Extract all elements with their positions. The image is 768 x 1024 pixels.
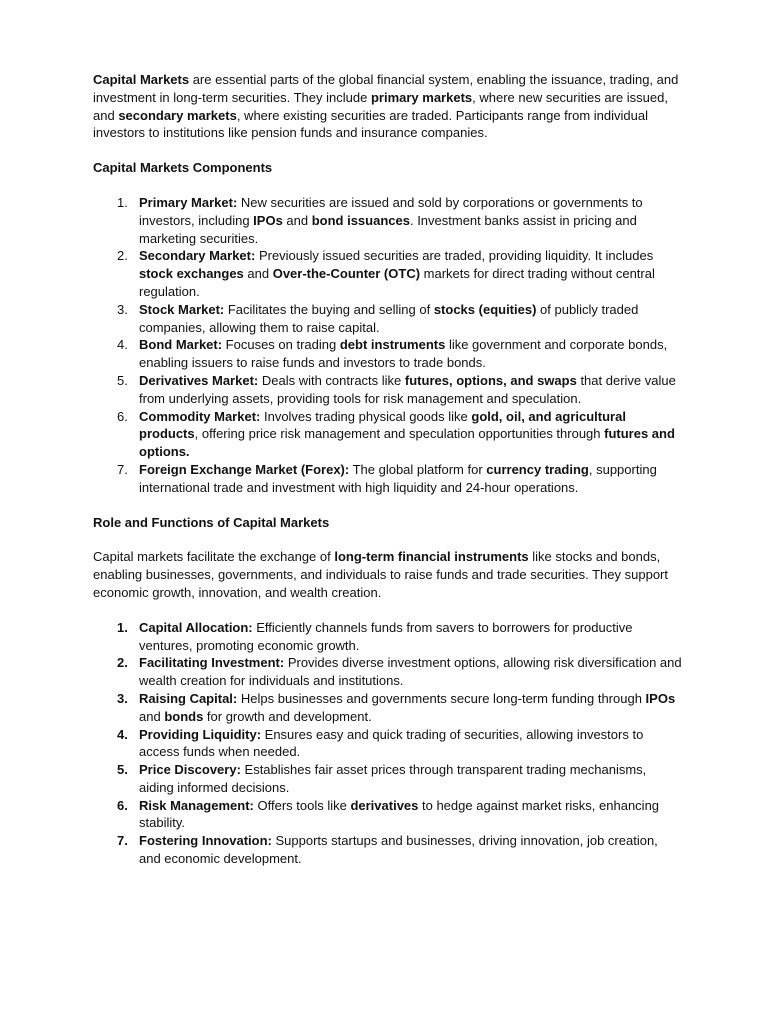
- list-item-term: currency trading: [486, 461, 589, 477]
- list-number: 1.: [117, 194, 128, 210]
- functions-list: [93, 619, 683, 868]
- list-item-title: Facilitating Investment:: [139, 655, 285, 671]
- list-item-text: of publicly traded companies, allowing them to raise capital.: [139, 301, 639, 335]
- list-item-text: , supporting international trade and investment with high liquidity and 24-hour operations.: [139, 461, 657, 495]
- list-item-text: Supports startups and businesses, driving innovation, job creation, and economic development.: [139, 833, 658, 867]
- list-item-title: Raising Capital:: [139, 690, 238, 706]
- list-item-text: and: [243, 266, 273, 282]
- list-item-term: Over-the-Counter (OTC): [272, 266, 421, 282]
- list-item-title: Commodity Market:: [139, 408, 261, 424]
- document-body: [93, 71, 683, 885]
- list-item-text: , offering price risk management and speculation opportunities through: [194, 426, 605, 442]
- list-item-text: Helps businesses and governments secure long-term funding through: [237, 690, 646, 706]
- role-heading: Role and Functions of Capital Markets: [93, 514, 330, 530]
- intro-term: primary markets: [370, 89, 473, 105]
- list-item: [93, 194, 683, 247]
- list-item-term: IPOs: [645, 690, 676, 706]
- list-item-title: Primary Market:: [139, 194, 238, 210]
- list-number: 5.: [117, 762, 128, 778]
- list-item-text: Previously issued securities are traded, providing liquidity. It includes: [255, 248, 654, 264]
- list-item-text: and: [139, 708, 165, 724]
- list-item-title: Bond Market:: [139, 337, 223, 353]
- list-item-text: New securities are issued and sold by corporations or governments to investors, including: [139, 194, 643, 228]
- list-number: 3.: [117, 301, 128, 317]
- list-item-text: and: [282, 212, 312, 228]
- role-term: long-term financial instruments: [334, 549, 529, 565]
- list-item: [93, 654, 683, 690]
- list-number: 5.: [117, 372, 128, 388]
- list-item-title: Risk Management:: [139, 797, 254, 813]
- list-number: 6.: [117, 797, 128, 813]
- list-item-term: stock exchanges: [139, 266, 244, 282]
- list-item-title: Price Discovery:: [139, 762, 241, 778]
- list-item-term: futures and options.: [139, 426, 675, 460]
- list-item-text: Provides diverse investment options, allowing risk diversification and wealth creation for individuals and institutions.: [139, 655, 682, 689]
- list-item-text: Facilitates the buying and selling of: [224, 301, 434, 317]
- list-item-title: Stock Market:: [139, 301, 225, 317]
- list-item: [93, 408, 683, 461]
- list-item: [93, 761, 683, 797]
- list-number: 2.: [117, 248, 128, 264]
- list-item-term: IPOs: [253, 212, 283, 228]
- list-number: 4.: [117, 726, 128, 742]
- list-item-text: Focuses on trading: [222, 337, 340, 353]
- list-item-text: to hedge against market risks, enhancing stability.: [139, 797, 660, 831]
- list-number: 6.: [117, 408, 128, 424]
- list-item: [93, 797, 683, 833]
- intro-term: secondary markets: [118, 107, 237, 123]
- list-item-title: Fostering Innovation:: [139, 833, 272, 849]
- list-item-text: The global platform for: [349, 461, 487, 477]
- list-number: 7.: [117, 833, 128, 849]
- list-item-term: debt instruments: [339, 337, 446, 353]
- list-item-text: Establishes fair asset prices through transparent trading mechanisms, aiding informed decisions.: [139, 762, 647, 795]
- list-item-text: markets for direct trading without central regulation.: [139, 266, 655, 299]
- list-item: [93, 619, 683, 655]
- list-item-term: bonds: [164, 708, 204, 724]
- list-item-text: that derive value from underlying assets, providing tools for risk management and speculation.: [139, 372, 676, 406]
- list-item-term: bond issuances: [311, 212, 410, 228]
- list-number: 7.: [117, 461, 128, 477]
- list-item-text: Efficiently channels funds from savers to borrowers for productive ventures, promoting economic growth.: [139, 619, 633, 653]
- list-item: [93, 832, 683, 868]
- list-item-title: Secondary Market:: [139, 248, 256, 264]
- list-item: [93, 247, 683, 300]
- list-item-term: gold, oil, and agricultural products: [139, 408, 626, 442]
- role-paragraph: Capital markets facilitate the exchange of long-term financial instruments like stocks and bonds, enabling businesses, governments, and individuals to raise funds and trade securities. They support economic growth, innovation, and wealth creation.: [93, 549, 668, 600]
- components-list: [93, 194, 683, 497]
- list-number: 4.: [117, 337, 128, 353]
- list-item-title: Capital Allocation:: [139, 619, 253, 635]
- list-item-term: stocks (equities): [433, 301, 537, 317]
- list-item: [93, 301, 683, 337]
- list-item: [93, 726, 683, 762]
- list-item-text: . Investment banks assist in pricing and marketing securities.: [139, 212, 637, 246]
- list-item-title: Foreign Exchange Market (Forex):: [139, 461, 350, 477]
- list-number: 1.: [117, 619, 128, 635]
- intro-paragraph: Capital Markets are essential parts of the global financial system, enabling the issuance, trading, and investment in long-term securities. They include primary markets, where new securities are issued, and secondary markets, where existing securities are traded. Participants range from individual investors to institutions like pension funds and insurance companies.: [93, 72, 679, 141]
- list-item: [93, 336, 683, 372]
- list-item-term: futures, options, and swaps: [404, 372, 577, 388]
- list-item-text: like government and corporate bonds, enabling issuers to raise funds and investors to trade bonds.: [139, 337, 668, 371]
- list-item: [93, 372, 683, 408]
- list-item-text: Deals with contracts like: [258, 372, 405, 388]
- intro-term: Capital Markets: [93, 72, 190, 87]
- list-item-text: Ensures easy and quick trading of securities, allowing investors to access funds when needed.: [139, 726, 644, 760]
- components-heading: Capital Markets Components: [93, 160, 273, 176]
- list-item: [93, 461, 683, 497]
- list-item-term: derivatives: [350, 797, 419, 813]
- list-item: [93, 690, 683, 726]
- list-item-text: Offers tools like: [253, 797, 351, 813]
- list-item-title: Derivatives Market:: [139, 372, 259, 388]
- list-number: 3.: [117, 690, 128, 706]
- list-item-title: Providing Liquidity:: [139, 726, 262, 742]
- list-item-text: Involves trading physical goods like: [260, 408, 472, 424]
- list-item-text: for growth and development.: [203, 708, 372, 724]
- list-number: 2.: [117, 655, 128, 671]
